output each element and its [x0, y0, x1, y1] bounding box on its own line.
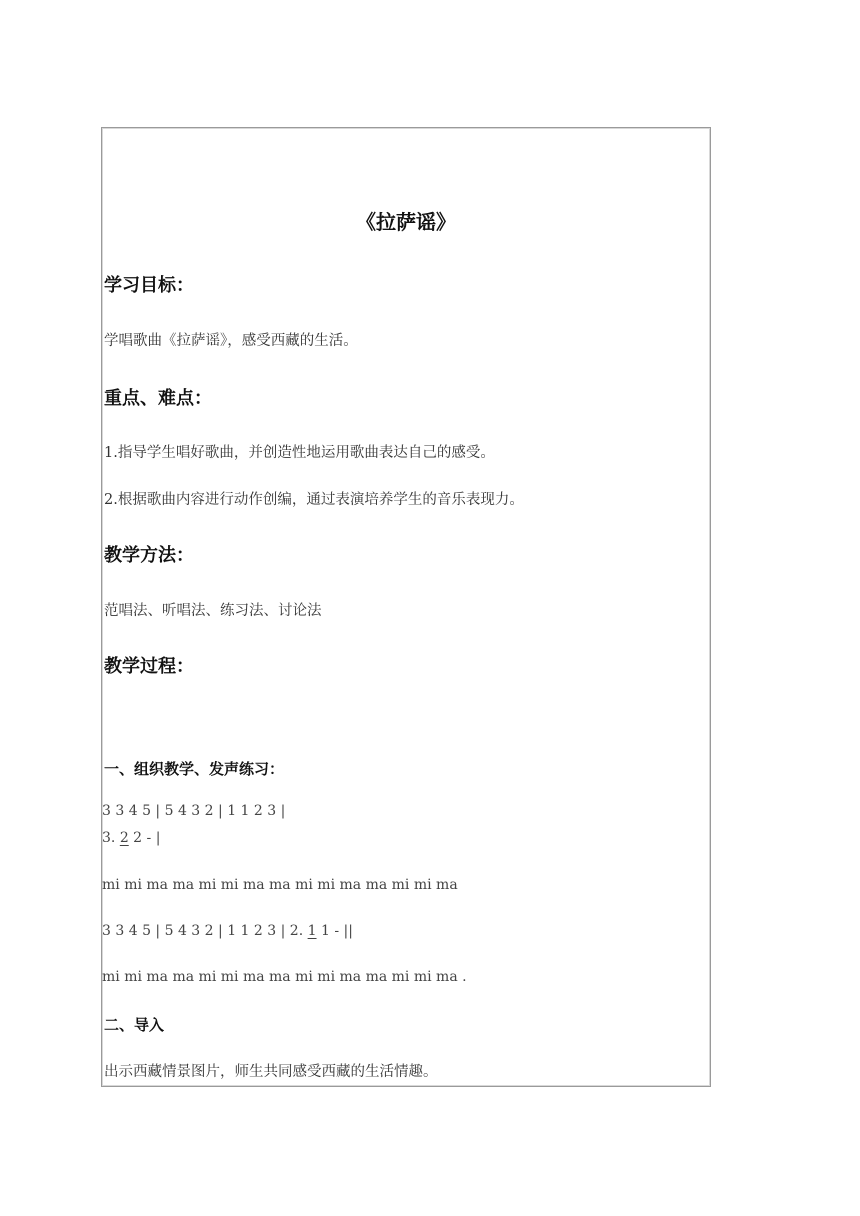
keypoints-heading: 重点、难点：: [104, 388, 212, 409]
step2-heading: 二、导入: [104, 1016, 165, 1034]
notation-line-1b-pre: 3.: [102, 830, 120, 846]
notation-line-1b: [102, 830, 160, 846]
notation-line-2-pre: 3 3 4 5 | 5 4 3 2 | 1 1 2 3 | 2.: [102, 923, 308, 939]
notation-underlined-note: 2: [119, 830, 129, 846]
methods-heading: 教学方法：: [104, 545, 194, 566]
document-frame: [101, 127, 711, 1087]
objectives-text: 学唱歌曲《拉萨谣》，感受西藏的生活。: [104, 333, 358, 349]
page-title: 《拉萨谣》: [356, 210, 456, 234]
keypoint-item-1: 1.指导学生唱好歌曲，并创造性地运用歌曲表达自己的感受。: [104, 445, 495, 461]
keypoint-item-2: 2.根据歌曲内容进行动作创编，通过表演培养学生的音乐表现力。: [104, 492, 524, 508]
notation-line-2-post: 1 - ||: [316, 923, 353, 939]
process-heading: 教学过程：: [104, 656, 194, 677]
notation-underlined-note-2: 1: [307, 923, 317, 939]
notation-line-1b-post: 2 - |: [128, 830, 161, 846]
notation-line-1a: 3 3 4 5 | 5 4 3 2 | 1 1 2 3 |: [102, 803, 286, 819]
step2-text: 出示西藏情景图片，师生共同感受西藏的生活情趣。: [104, 1064, 438, 1080]
methods-text: 范唱法、听唱法、练习法、讨论法: [104, 603, 322, 619]
objectives-heading: 学习目标：: [104, 275, 194, 296]
step1-heading: 一、组织教学、发声练习：: [104, 760, 285, 778]
notation-line-2: [102, 923, 353, 939]
lyrics-line-2: mi mi ma ma mi mi ma ma mi mi ma ma mi mi ma .: [102, 969, 467, 985]
lyrics-line-1: mi mi ma ma mi mi ma ma mi mi ma ma mi mi ma: [102, 877, 458, 893]
